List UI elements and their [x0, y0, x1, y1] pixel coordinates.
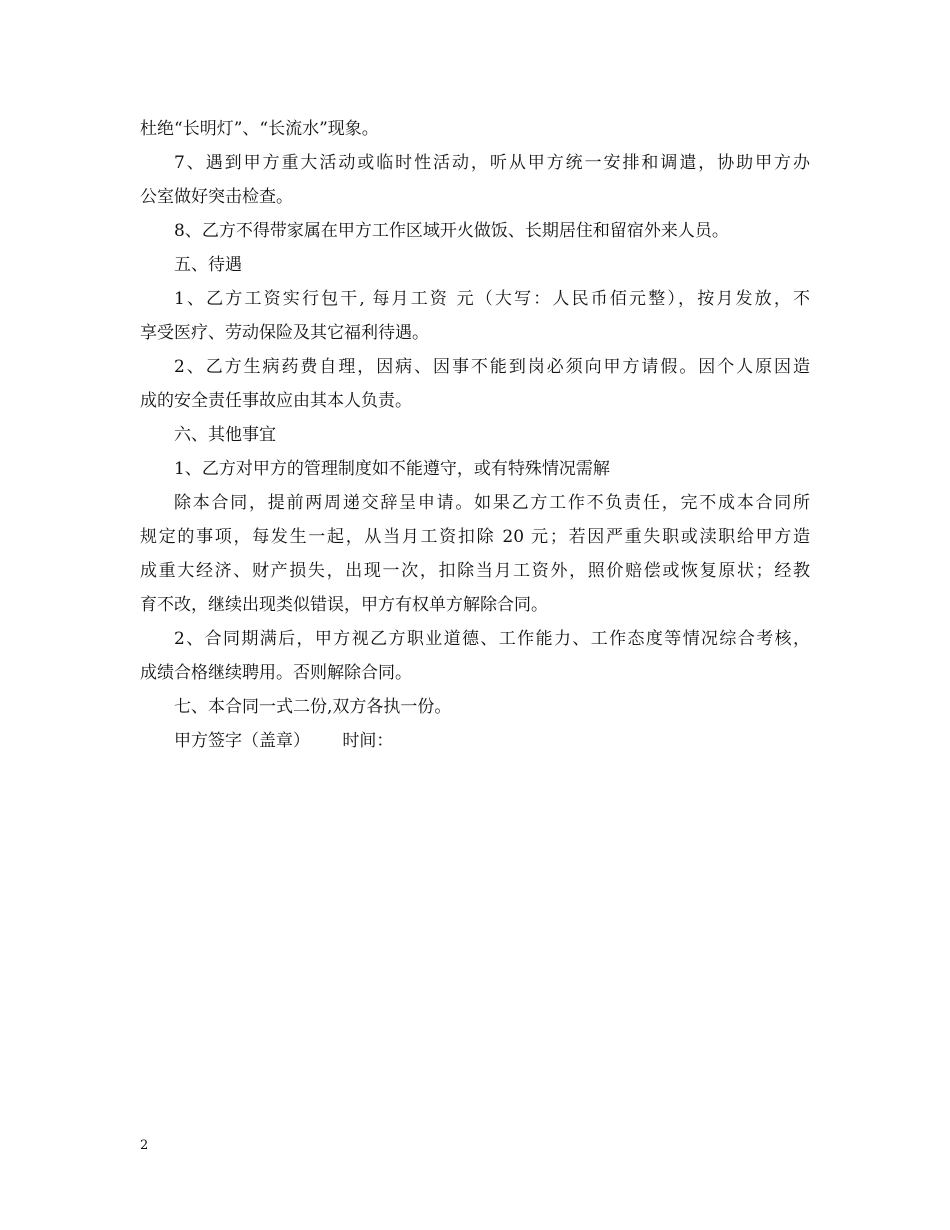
text-line: 杜绝“长明灯”、“长流水”现象。 — [140, 119, 379, 139]
benefits-clause-2-line-2: 成的安全责任事故应由其本人负责。 — [140, 391, 412, 411]
clause-7-line-1: 7、遇到甲方重大活动或临时性活动，听从甲方统一安排和调遣，协助甲方办 — [174, 153, 810, 173]
clause-8: 8、乙方不得带家属在甲方工作区域开火做饭、长期居住和留宿外来人员。 — [174, 221, 729, 241]
other-clause-1-line-4: 成重大经济、财产损失，出现一次，扣除当月工资外，照价赔偿或恢复原状；经教 — [140, 561, 810, 581]
other-clause-2-line-1: 2、合同期满后，甲方视乙方职业道德、工作能力、工作态度等情况综合考核， — [174, 629, 810, 649]
benefits-clause-1-line-2: 享受医疗、劳动保险及其它福利待遇。 — [140, 323, 429, 343]
other-clause-1-line-3: 规定的事项，每发生一起，从当月工资扣除 20 元；若因严重失职或渎职给甲方造 — [140, 527, 810, 547]
benefits-clause-1-line-1: 1、乙方工资实行包干, 每月工资 元（大写：人民币佰元整），按月发放，不 — [174, 289, 810, 309]
other-clause-2-line-2: 成绩合格继续聘用。否则解除合同。 — [140, 663, 412, 683]
benefits-clause-2-line-1: 2、乙方生病药费自理，因病、因事不能到岗必须向甲方请假。因个人原因造 — [174, 357, 810, 377]
other-clause-1-line-5: 育不改，继续出现类似错误，甲方有权单方解除合同。 — [140, 595, 548, 615]
contract-body — [140, 112, 810, 758]
clause-7-line-2: 公室做好突击检查。 — [140, 187, 293, 207]
other-clause-1-line-1: 1、乙方对甲方的管理制度如不能遵守，或有特殊情况需解 — [174, 459, 610, 479]
section-heading-benefits: 五、待遇 — [174, 255, 242, 275]
other-clause-1-line-2: 除本合同，提前两周递交辞呈申请。如果乙方工作不负责任，完不成本合同所 — [174, 493, 810, 513]
section-seven-copies: 七、本合同一式二份,双方各执一份。 — [174, 697, 452, 717]
signature-line: 甲方签字（盖章） 时间： — [174, 731, 394, 751]
page-number: 2 — [140, 1138, 149, 1153]
section-heading-other-matters: 六、其他事宜 — [174, 425, 276, 445]
